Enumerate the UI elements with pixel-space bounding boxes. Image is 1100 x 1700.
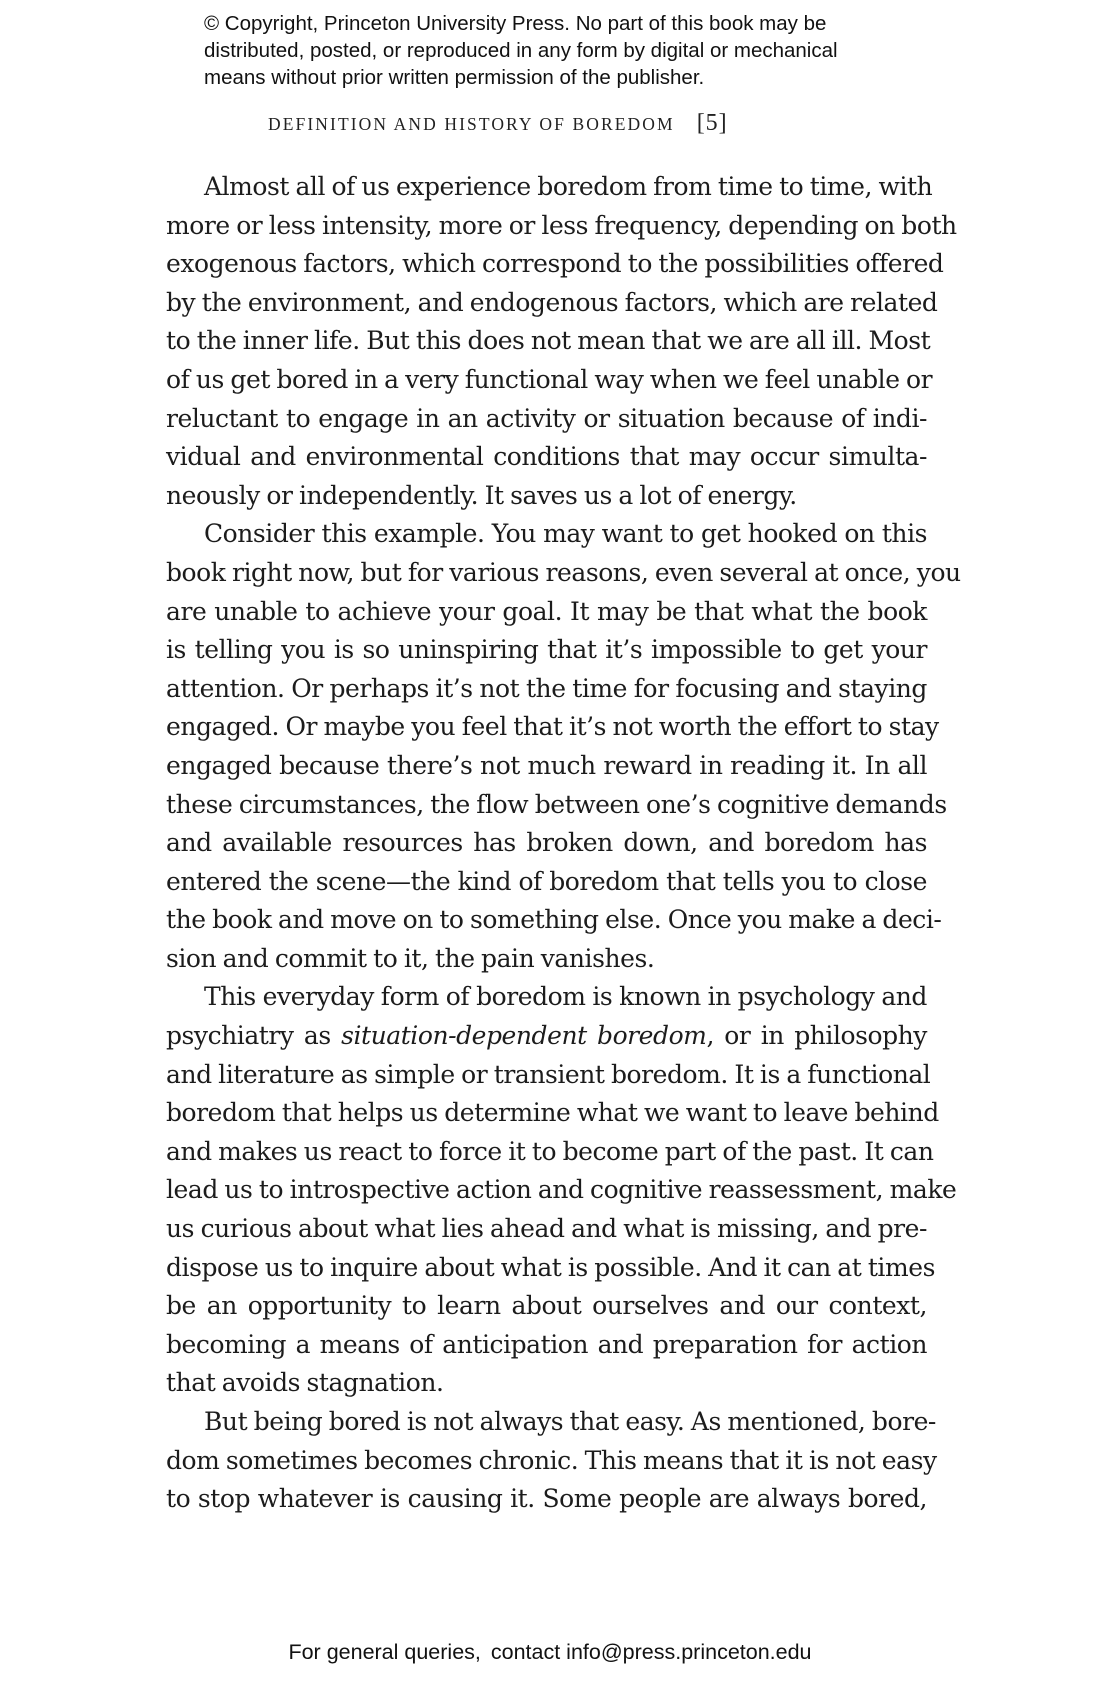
text-line: and literature as simple or transient boredom. It is a functional	[166, 1059, 931, 1089]
text-line: and available resources has broken down, and boredom has	[166, 828, 927, 858]
copyright-line: means without prior written permission of the publisher.	[204, 66, 705, 89]
text-line: sion and commit to it, the pain vanishes.	[166, 943, 655, 973]
italic-term: situation-dependent boredom	[341, 1021, 707, 1051]
text-line: to the inner life. But this does not mean that we are all ill. Most	[166, 326, 931, 356]
running-head-title: DEFINITION AND HISTORY OF BOREDOM	[268, 114, 675, 134]
text-line: of us get bored in a very functional way when we feel unable or	[166, 364, 933, 394]
text-line: Almost all of us experience boredom from time to time, with	[204, 172, 933, 201]
footer-contact	[0, 1640, 1100, 1665]
body-text	[166, 168, 961, 1519]
text-line: reluctant to engage in an activity or situation because of indi-	[166, 403, 927, 433]
text-line: dom sometimes becomes chronic. This means that it is not easy	[166, 1445, 937, 1475]
paragraph-3	[166, 978, 957, 1403]
text-line: us curious about what lies ahead and what is missing, and pre-	[166, 1214, 927, 1244]
paragraph-4	[166, 1403, 937, 1519]
page-number: [5]	[696, 110, 728, 136]
text-fragment: , or in philosophy	[706, 1021, 927, 1051]
text-line: book right now, but for various reasons, even several at once, you	[166, 557, 961, 587]
text-line: and makes us react to force it to become part of the past. It can	[166, 1136, 934, 1166]
text-line: neously or independently. It saves us a lot of energy.	[166, 480, 797, 510]
text-line: This everyday form of boredom is known in psychology and	[204, 982, 927, 1012]
text-line: engaged. Or maybe you feel that it’s not worth the effort to stay	[166, 712, 939, 742]
text-line: these circumstances, the flow between one’s cognitive demands	[166, 789, 947, 819]
text-line: engaged because there’s not much reward in reading it. In all	[166, 750, 927, 780]
text-line: But being bored is not always that easy. As mentioned, bore-	[204, 1407, 936, 1436]
text-line: lead us to introspective action and cognitive reassessment, make	[166, 1175, 957, 1205]
text-line: entered the scene—the kind of boredom that tells you to close	[166, 866, 927, 896]
text-line: the book and move on to something else. Once you make a deci-	[166, 905, 942, 935]
footer-email: contact info@press.princeton.edu	[490, 1640, 812, 1664]
text-line	[166, 1017, 927, 1056]
text-line: that avoids stagnation.	[166, 1368, 444, 1398]
text-line: to stop whatever is causing it. Some people are always bored,	[166, 1484, 927, 1514]
copyright-line: distributed, posted, or reproduced in any form by digital or mechanical	[204, 39, 838, 62]
text-line: becoming a means of anticipation and preparation for action	[166, 1329, 927, 1359]
text-line: more or less intensity, more or less frequency, depending on both	[166, 210, 957, 240]
text-fragment: psychiatry as	[166, 1021, 342, 1051]
copyright-notice	[204, 10, 964, 91]
text-line: dispose us to inquire about what is possible. And it can at times	[166, 1252, 935, 1282]
text-line: be an opportunity to learn about ourselves and our context,	[166, 1291, 927, 1321]
text-line: exogenous factors, which correspond to the possibilities offered	[166, 249, 944, 279]
text-line: attention. Or perhaps it’s not the time for focusing and staying	[166, 673, 927, 703]
paragraph-2	[166, 515, 961, 978]
text-line: are unable to achieve your goal. It may be that what the book	[166, 596, 927, 626]
copyright-line: © Copyright, Princeton University Press. No part of this book may be	[204, 12, 827, 35]
paragraph-1	[166, 168, 957, 515]
text-line: Consider this example. You may want to get hooked on this	[204, 519, 927, 549]
text-line: is telling you is so uninspiring that it’s impossible to get your	[166, 635, 927, 665]
text-line: boredom that helps us determine what we want to leave behind	[166, 1098, 939, 1128]
text-line: by the environment, and endogenous factors, which are related	[166, 287, 938, 317]
running-head	[268, 110, 728, 137]
footer-label: For general queries,	[288, 1640, 481, 1664]
text-line: vidual and environmental conditions that may occur simulta-	[166, 442, 927, 472]
